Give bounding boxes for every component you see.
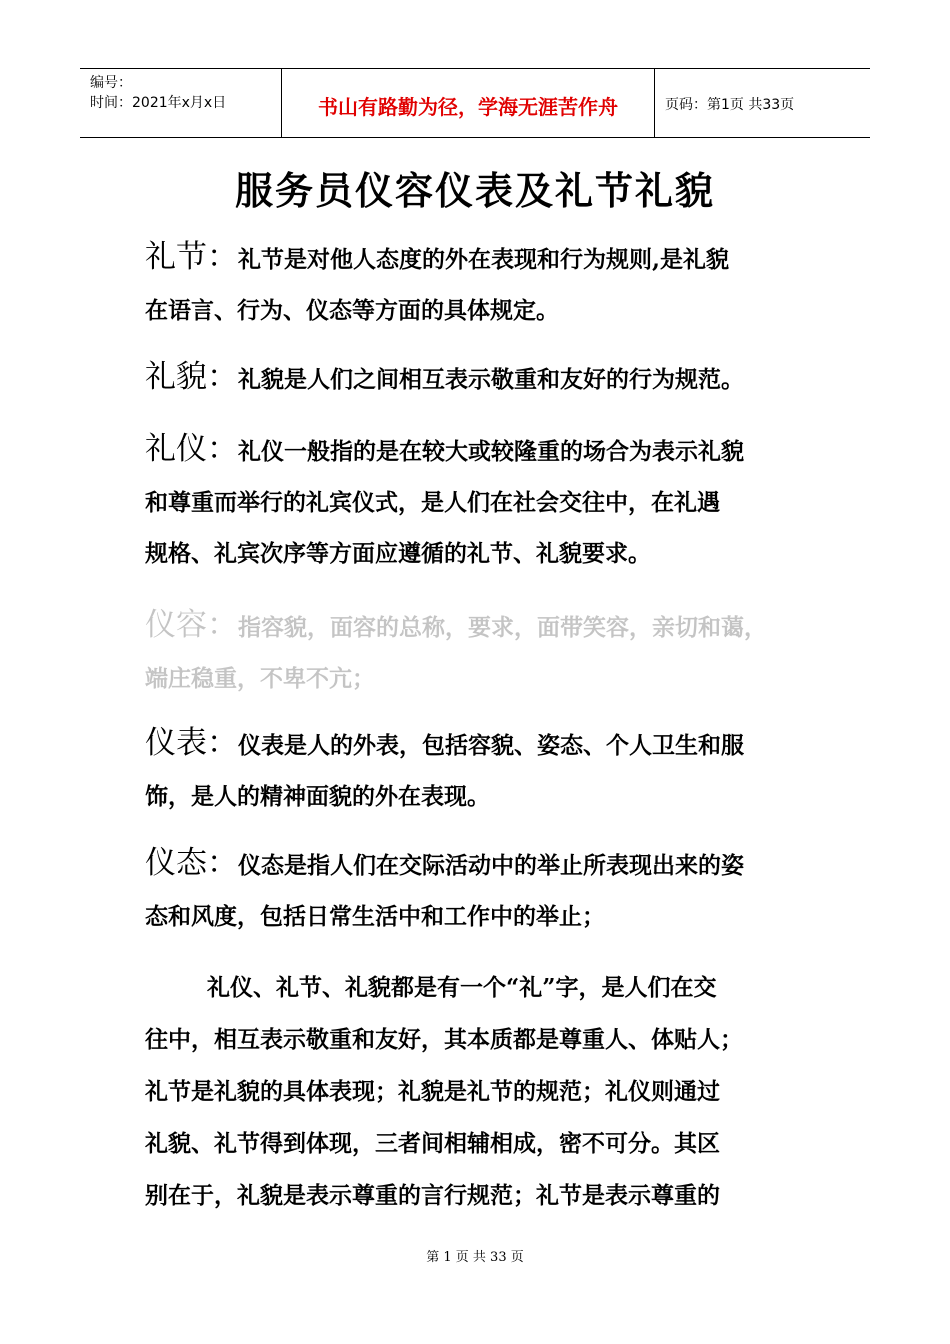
definition-text: 指容貌，面容的总称，要求，面带笑容，亲切和蔼， [238,614,767,641]
header-meta-cell [80,69,282,137]
definition-text: 礼节是对他人态度的外在表现和行为规则,是礼貌 [238,246,730,273]
definition-line [145,718,825,771]
definition-line: 态和风度，包括日常生活中和工作中的举止； [145,903,605,930]
code-label: 编号： [90,75,132,91]
definition-text: 仪表是人的外表，包括容貌、姿态、个人卫生和服 [238,732,744,759]
definition-line [145,424,825,477]
body-line: 礼仪、礼节、礼貌都是有一个“礼”字，是人们在交 [207,974,717,1001]
body-line: 别在于，礼貌是表示尊重的言行规范；礼节是表示尊重的 [145,1182,720,1209]
definition-line [145,352,825,405]
page-info-cell [655,69,870,137]
body-line: 礼貌、礼节得到体现，三者间相辅相成，密不可分。其区 [145,1130,720,1157]
definition-text: 礼仪一般指的是在较大或较隆重的场合为表示礼貌 [238,438,744,465]
definition-line [145,232,825,285]
page-footer: 第 1 页 共 33 页 [426,1250,524,1265]
date-label: 时间：2021年x月x日 [90,95,227,111]
definition-line [145,600,825,653]
motto-cell [282,69,655,137]
definition-yi-biao [145,718,825,822]
definition-li-jie [145,232,825,336]
definition-yi-rong [145,600,825,704]
definition-line: 饰，是人的精神面貌的外在表现。 [145,783,490,810]
definition-text: 仪态是指人们在交际活动中的举止所表现出来的姿 [238,852,744,879]
definition-term: 礼貌： [145,359,238,395]
definition-li-mao [145,352,825,405]
definition-term: 仪容： [145,607,238,643]
document-title: 服务员仪容仪表及礼节礼貌 [234,168,715,213]
definition-term: 礼仪： [145,431,238,467]
definition-line [145,838,825,891]
definition-term: 仪表： [145,725,238,761]
definition-term: 仪态： [145,845,238,881]
header-table [80,68,870,138]
definition-line: 在语言、行为、仪态等方面的具体规定。 [145,297,559,324]
definition-term: 礼节： [145,239,238,275]
motto-text: 书山有路勤为径，学海无涯苦作舟 [318,94,618,119]
body-paragraph [145,962,825,1222]
page-info-text: 页码：第1页 共33页 [665,97,795,113]
body-line: 往中，相互表示敬重和友好，其本质都是尊重人、体贴人； [145,1026,743,1053]
definition-yi-tai [145,838,825,942]
body-line: 礼节是礼貌的具体表现；礼貌是礼节的规范；礼仪则通过 [145,1078,720,1105]
definition-line: 和尊重而举行的礼宾仪式，是人们在社会交往中，在礼遇 [145,489,720,516]
definition-li-yi [145,424,825,579]
definition-text: 礼貌是人们之间相互表示敬重和友好的行为规范。 [238,366,744,393]
definition-line: 端庄稳重，不卑不亢； [145,665,375,692]
definition-line: 规格、礼宾次序等方面应遵循的礼节、礼貌要求。 [145,540,651,567]
